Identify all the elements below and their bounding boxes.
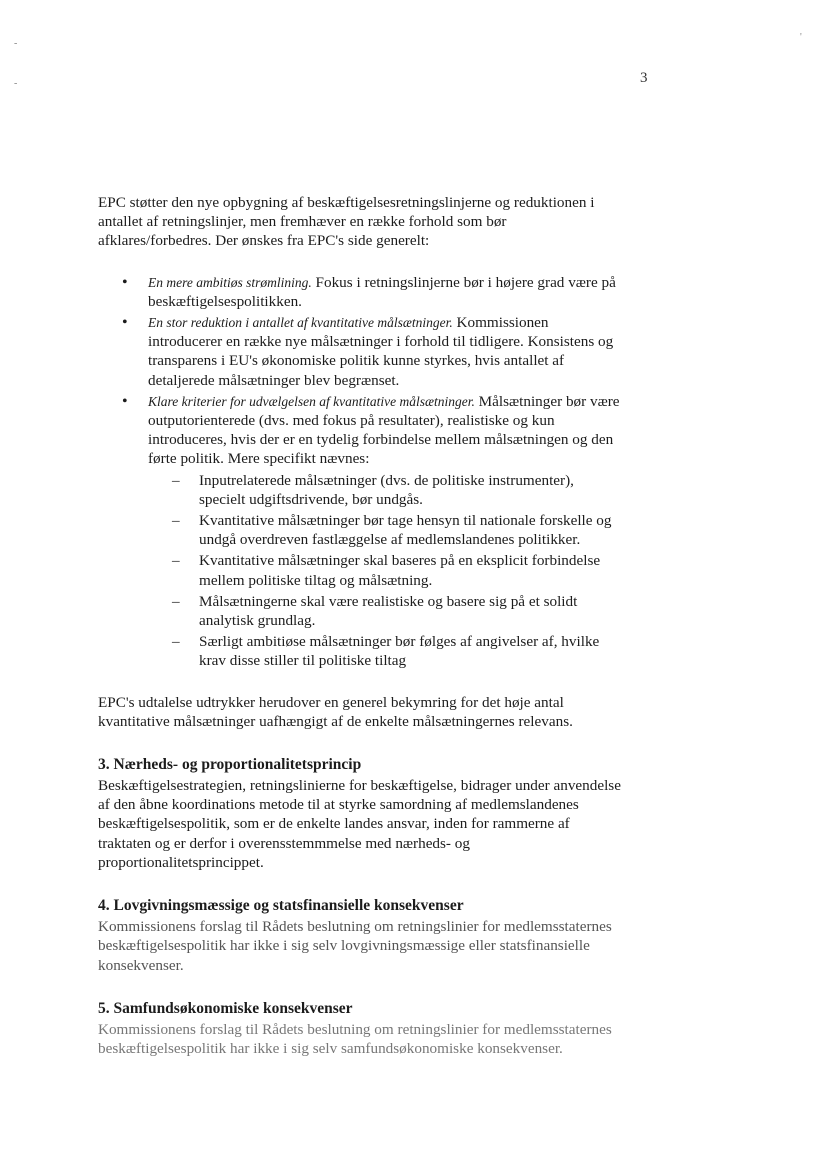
section-heading: 4. Lovgivningsmæssige og statsfinansielle konsekvenser [98,897,464,915]
bullet-lead: En mere ambitiøs strømlining. [148,274,312,290]
scan-mark: - [14,78,18,89]
bullet-item [98,313,623,390]
dash-item: – Kvantitative målsætninger skal baseres på en eksplicit forbindelse mellem politiske tiltag og målsætning. [148,551,623,589]
document-body [98,193,623,1058]
section-heading: 3. Nærheds- og proportionalitetsprincip [98,756,362,774]
bullet-text: Målsætninger bør være outputorienterede (dvs. med fokus på resultater), realistiske og kun introduceres, hvis der er en tydelig forbindelse mellem målsætningen og den førte politik. Mere specifikt nævnes: [148,392,620,468]
bullet-lead: Klare kriterier for udvælgelsen af kvantitative målsætninger. [148,393,475,409]
bullet-item [98,392,623,671]
bullet-text: Kommissionen introducerer en række nye målsætninger i forhold til tidligere. Konsistens og transparens i EU's økonomiske politik kunne styrkes, hvis antallet af detaljerede målsætninger blev begrænset. [148,314,614,389]
bullet-lead: En stor reduktion i antallet af kvantitative målsætninger. [148,315,453,331]
bullet-list [98,273,623,671]
dash-item: – Særligt ambitiøse målsætninger bør følges af angivelser af, hvilke krav disse stiller til politiske tiltag [148,632,623,670]
section-text: Kommissionens forslag til Rådets beslutning om retningslinier for medlemsstaternes beskæftigelsespolitik har ikke i sig selv samfundsøkonomiske konsekvenser. [98,1020,612,1057]
dash-list [148,471,623,671]
bullet-text: Fokus i retningslinjerne bør i højere grad være på beskæftigelsespolitikken. [148,273,616,310]
dash-item: – Kvantitative målsætninger bør tage hensyn til nationale forskelle og undgå overdreven fastlæggelse af medlemslandenes politikker. [148,511,623,549]
section-heading: 5. Samfundsøkonomiske konsekvenser [98,999,353,1017]
dash-item: – Målsætningerne skal være realistiske og basere sig på et solidt analytisk grundlag. [148,592,623,630]
dash-item: – Inputrelaterede målsætninger (dvs. de politiske instrumenter), specielt udgiftsdrivende, bør undgås. [148,471,623,509]
scan-mark: - [14,38,18,49]
closing-paragraph: EPC's udtalelse udtrykker herudover en generel bekymring for det høje antal kvantitative målsætninger uafhængigt af de enkelte målsætningernes relevans. [98,693,573,730]
page-number: 3 [640,70,648,86]
intro-paragraph: EPC støtter den nye opbygning af beskæftigelsesretningslinjerne og reduktionen i antallet af retningslinjer, men fremhæver en række forhold som bør afklares/forbedres. Der ønskes fra EPC's side generelt: [98,194,595,250]
scan-mark: ' [800,32,802,43]
section-text: Beskæftigelsestrategien, retningslinierne for beskæftigelse, bidrager under anvendelse af den åbne koordinations metode til at styrke samordning af medlemslandenes beskæftigelsespolitik, som er de enkelte landes ansvar, inden for rammerne af traktaten og er derfor i overensstemmmelse med nærheds- og proportionalitetsprincippet. [98,777,621,871]
section-text: Kommissionens forslag til Rådets beslutning om retningslinier for medlemsstaternes beskæftigelsespolitik har ikke i sig selv lovgivningsmæssige eller statsfinansielle konsekvenser. [98,918,612,974]
bullet-item [98,273,623,311]
